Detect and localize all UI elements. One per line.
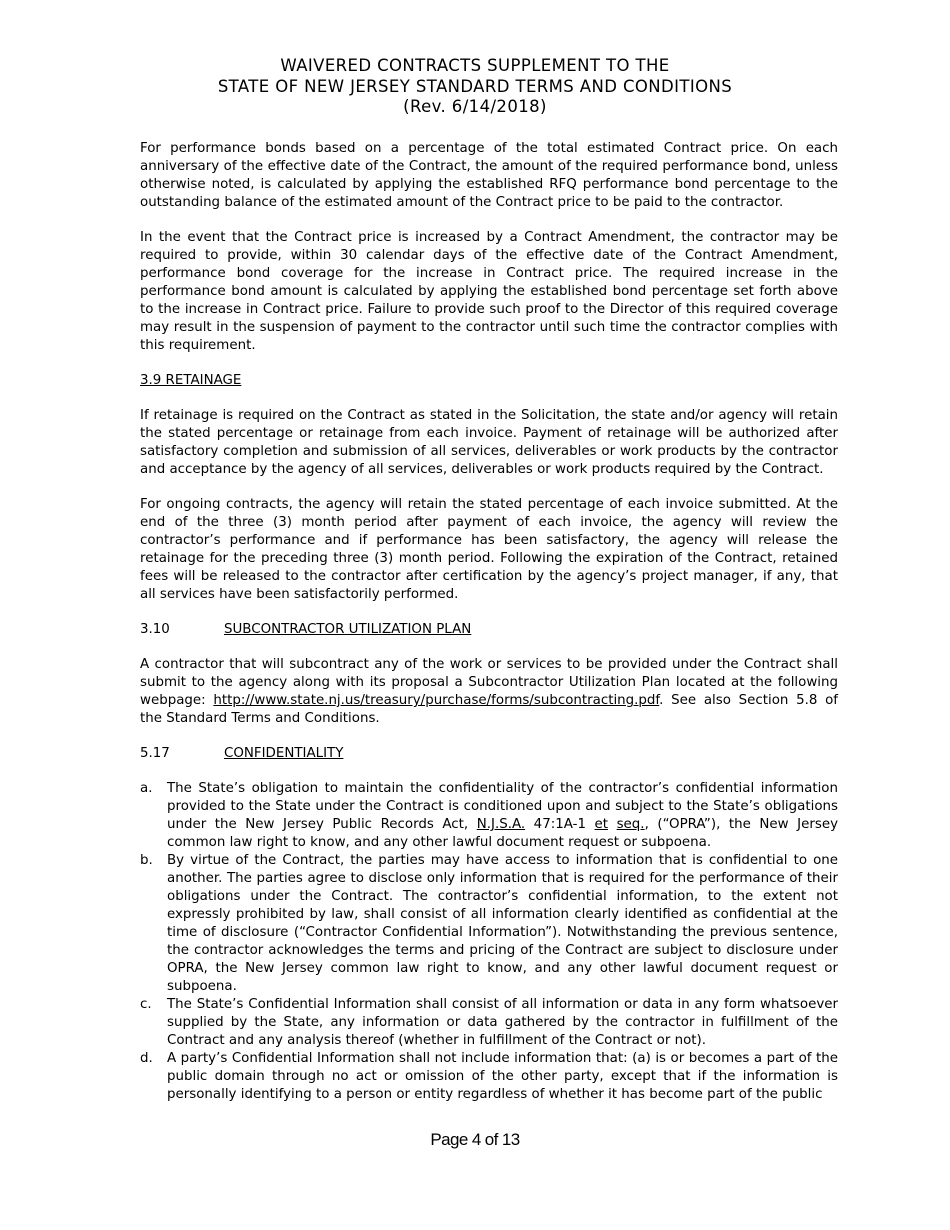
list-marker: d. bbox=[140, 1051, 153, 1066]
list-item bbox=[140, 852, 838, 996]
et-text: et bbox=[594, 817, 609, 832]
list-marker: c. bbox=[140, 997, 152, 1012]
header-title-line-2: STATE OF NEW JERSEY STANDARD TERMS AND CONDITIONS bbox=[217, 76, 733, 96]
item-c-text: The State’s Confidential Information shall consist of all information or data in any form whatsoever supplied by the State, any information or data gathered by the contractor in fulfillment of the Contract and any analysis thereof (whether in fulfillment of the Contract or not). bbox=[167, 997, 838, 1048]
seq-text: seq. bbox=[616, 817, 645, 832]
paragraph-subcontractor-plan bbox=[140, 656, 838, 728]
list-item bbox=[140, 780, 838, 852]
header-title-line-1: WAIVERED CONTRACTS SUPPLEMENT TO THE bbox=[280, 56, 670, 75]
list-marker: b. bbox=[140, 853, 153, 868]
document-header bbox=[0, 56, 950, 118]
item-b-text: By virtue of the Contract, the parties may have access to information that is confidential to one another. The parties agree to disclose only information that is required for the performance of their obligations under the Contract. The contractor’s confidential information, to the extent not expressly prohibited by law, shall consist of all information clearly identified as confidential at the time of disclosure (“Contractor Confidential Information”). Notwithstanding the previous sentence, the contractor acknowledges the terms and pricing of the Contract are subject to disclosure under OPRA, the New Jersey common law right to know, and any other lawful document request or subpoena. bbox=[167, 853, 838, 994]
section-number: 3.10 bbox=[140, 622, 170, 637]
paragraph-retainage-1: If retainage is required on the Contract as stated in the Solicitation, the state and/or agency will retain the stated percentage or retainage from each invoice. Payment of retainage will be authorized after satisfactory completion and submission of all services, deliverables or work products by the contractor and acceptance by the agency of all services, deliverables or work products required by the Contract. bbox=[140, 408, 838, 477]
subcontractor-text-after: . See also Section 5.8 of the Standard Terms and Conditions. bbox=[140, 693, 838, 726]
section-heading-retainage: 3.9 RETAINAGE bbox=[140, 373, 242, 388]
page-number: Page 4 of 13 bbox=[430, 1130, 520, 1149]
njsa-citation: N.J.S.A. bbox=[476, 817, 526, 832]
item-a-space bbox=[608, 817, 617, 832]
section-heading-confidentiality bbox=[140, 745, 838, 763]
item-a-text-3: , (“OPRA”), the New Jersey common law right to know, and any other lawful document request or subpoena. bbox=[167, 817, 838, 850]
item-d-text: A party’s Confidential Information shall not include information that: (a) is or becomes a part of the public domain through no act or omission of the other party, except that if the information is personally identifying to a person or entity regardless of whether it has become part of the public bbox=[167, 1051, 838, 1102]
list-item bbox=[140, 1050, 838, 1104]
section-title: CONFIDENTIALITY bbox=[224, 746, 344, 761]
section-number: 5.17 bbox=[140, 746, 170, 761]
item-a-text-1: The State’s obligation to maintain the confidentiality of the contractor’s confidential information provided to the State under the Contract is conditioned upon and subject to the State’s obligations under the New Jersey Public Records Act, bbox=[167, 781, 838, 832]
list-marker: a. bbox=[140, 781, 153, 796]
subcontracting-link[interactable]: http://www.state.nj.us/treasury/purchase/forms/subcontracting.pdf bbox=[213, 693, 660, 708]
section-heading-subcontractor bbox=[140, 621, 838, 639]
subcontractor-text-before: A contractor that will subcontract any of the work or services to be provided under the Contract shall submit to the agency along with its proposal a Subcontractor Utilization Plan located at the following webpage: bbox=[140, 657, 838, 708]
section-title: SUBCONTRACTOR UTILIZATION PLAN bbox=[224, 622, 472, 637]
paragraph-retainage-2: For ongoing contracts, the agency will retain the stated percentage of each invoice submitted. At the end of the three (3) month period after payment of each invoice, the agency will review the contractor’s performance and if performance has been satisfactory, the agency will release the retainage for the preceding three (3) month period. Following the expiration of the Contract, retained fees will be released to the contractor after certification by the agency’s project manager, if any, that all services have been satisfactorily performed. bbox=[140, 497, 838, 602]
document-body bbox=[140, 140, 838, 1104]
paragraph-contract-amendment: In the event that the Contract price is increased by a Contract Amendment, the contractor may be required to provide, within 30 calendar days of the effective date of the Contract Amendment, performance bond coverage for the increase in Contract price. The required increase in the performance bond amount is calculated by applying the established bond percentage set forth above to the increase in Contract price. Failure to provide such proof to the Director of this required coverage may result in the suspension of payment to the contractor until such time the contractor complies with this requirement. bbox=[140, 230, 838, 353]
paragraph-performance-bond: For performance bonds based on a percentage of the total estimated Contract price. On each anniversary of the effective date of the Contract, the amount of the required performance bond, unless otherwise noted, is calculated by applying the established RFQ performance bond percentage to the outstanding balance of the estimated amount of the Contract price to be paid to the contractor. bbox=[140, 141, 838, 210]
header-revision: (Rev. 6/14/2018) bbox=[403, 97, 547, 116]
list-item bbox=[140, 996, 838, 1050]
confidentiality-list bbox=[140, 780, 838, 1104]
item-a-text-2: 47:1A-1 bbox=[525, 817, 595, 832]
